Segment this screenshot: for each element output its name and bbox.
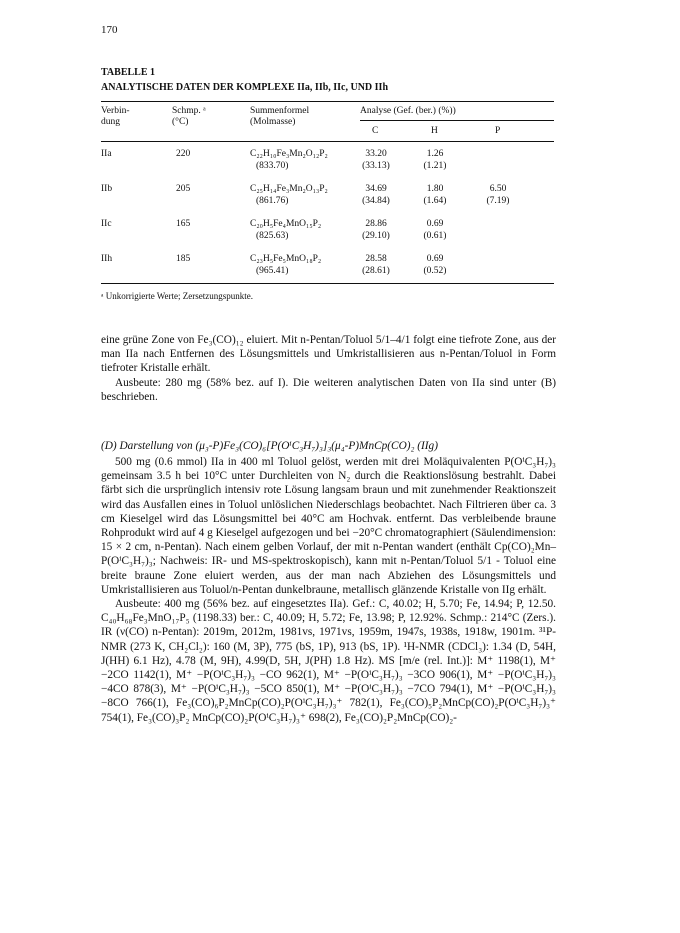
paragraph-4: Ausbeute: 400 mg (56% bez. auf eingesetztes IIa). Gef.: C, 40.02; H, 5.70; Fe, 14.94; P, 12.50. C₄₀H₆₈Fe₃MnO₁₇P₅ (1198.33) ber.: C, 40.09; H, 5.72; Fe, 13.98; P, 12.92%. Schmp.: 214°C (Zers.). IR (ν(CO) n-Pentan): 2019m, 2012m, 1981vs, 1971vs, 1959m, 1947s, 1938s, 1918w, 1901m. ³¹P-NMR (273 K, CH₂Cl₂): 160 (M, 3P), 775 (bS, 1P), 913 (bS, 1P). ¹H-NMR (CDCl₃): 1.34 (D, 54H, J(HH) 6.1 Hz), 4.78 (M, 9H), 4.99(D, 5H, J(PH) 1.8 Hz). MS [m/e (rel. Int.)]: M⁺ 1198(1), M⁺ −2CO 1142(1), M⁺ −P(OⁱC₃H₇)₃ −CO 962(1), M⁺ −P(OⁱC₃H₇)₃ −3CO 906(1), M⁺ −P(OⁱC₃H₇)₃ −4CO 878(3), M⁺ −P(OⁱC₃H₇)₃ −5CO 850(1), M⁺ −P(OⁱC₃H₇)₃ −7CO 794(1), M⁺ −P(OⁱC₃H₇)₃ −8CO 766(1), Fe₃(CO)₆P₂MnCp(CO)₂P(OⁱC₃H₇)₃⁺ 782(1), Fe₃(CO)₅P₂MnCp(CO)₂P(OⁱC₃H₇)₃⁺ 754(1), Fe₃(CO)₃P₂ MnCp(CO)₂P(OⁱC₃H₇)₃⁺ 698(2), Fe₃(CO)₂P₂MnCp(CO)₂- — [101, 598, 556, 724]
row-c: 28.58 — [365, 254, 387, 264]
header-analysis: Analyse (Gef. (ber.) (%)) — [360, 106, 456, 116]
row-formula: C₂₀H₅Fe₄MnO₁₅P₂ — [250, 219, 322, 229]
row-mp: 185 — [176, 254, 191, 264]
row-mass: (825.63) — [256, 231, 289, 241]
row-c: 33.20 — [365, 149, 387, 159]
row-formula: C₂₅H₁₄Fe₃Mn₂O₁₃P₂ — [250, 184, 328, 194]
row-mp: 165 — [176, 219, 191, 229]
header-compound-line2: dung — [101, 117, 120, 127]
header-c: C — [372, 126, 379, 136]
table-rule-bottom — [101, 283, 554, 284]
row-h-calc: (0.52) — [423, 266, 447, 276]
header-p: P — [495, 126, 501, 136]
row-mass: (965.41) — [256, 266, 289, 276]
page-number: 170 — [101, 24, 118, 36]
body-paragraph — [101, 333, 556, 404]
paragraph-2: Ausbeute: 280 mg (58% bez. auf I). Die weiteren analytischen Daten von IIa sind unter (B) beschrieben. — [101, 376, 556, 403]
row-c-calc: (29.10) — [362, 231, 390, 241]
row-id: IIc — [101, 219, 112, 229]
body-section-d — [101, 455, 556, 725]
row-c: 34.69 — [365, 184, 387, 194]
section-heading: (D) Darstellung von (μ₃-P)Fe₃(CO)₆[P(OⁱC₃H₇)₃]₃(μ₄-P)MnCp(CO)₂ (IIg) — [101, 440, 438, 452]
header-formula-line1: Summenformel — [250, 106, 310, 116]
row-c-calc: (34.84) — [362, 196, 390, 206]
row-p: 6.50 — [489, 184, 507, 194]
header-formula-line2: (Molmasse) — [250, 117, 296, 127]
table-label: TABELLE 1 — [101, 67, 155, 78]
table-footnote: ᵃ Unkorrigierte Werte; Zersetzungspunkte. — [101, 291, 254, 301]
header-mp-line1: Schmp. ᵃ — [172, 106, 206, 116]
header-mp — [172, 106, 206, 128]
row-h: 0.69 — [426, 219, 444, 229]
row-c: 28.86 — [365, 219, 387, 229]
row-mass: (861.76) — [256, 196, 289, 206]
row-c-calc: (28.61) — [362, 266, 390, 276]
row-mp: 220 — [176, 149, 191, 159]
header-compound-line1: Verbin- — [101, 106, 130, 116]
row-c-calc: (33.13) — [362, 161, 390, 171]
analysis-rule — [360, 120, 554, 121]
row-mp: 205 — [176, 184, 191, 194]
row-id: IIb — [101, 184, 113, 194]
header-mp-line2: (°C) — [172, 117, 189, 127]
row-h: 1.26 — [426, 149, 444, 159]
row-p-calc: (7.19) — [486, 196, 510, 206]
row-h: 1.80 — [426, 184, 444, 194]
header-h: H — [431, 126, 438, 136]
paragraph-1: eine grüne Zone von Fe₃(CO)₁₂ eluiert. Mit n-Pentan/Toluol 5/1–4/1 folgt eine tiefrote Zone, aus der man IIa nach Entfernen des Lösungsmittels und Umkristallisieren aus n-Pentan/Toluol in Form tiefroter Kristalle erhält. — [101, 334, 556, 375]
table-rule-top — [101, 101, 554, 102]
paragraph-3: 500 mg (0.6 mmol) IIa in 400 ml Toluol gelöst, werden mit drei Moläquivalenten P(OⁱC₃H₇)₃ gemeinsam 3.5 h bei 10°C unter Durchleiten von N₂ durch die Reaktionslösung bestrahlt. Dabei färbt sich die ursprünglich intensiv rote Lösung langsam braun und mit zunehmender Reaktionszeit wird das Ausfallen eines in Toluol unlöslichen Niederschlags beobachtet. Nach Filtrieren über ca. 3 cm Kieselgel wird das Lösungsmittel bei 40°C am Hochvak. entfernt. Das verbleibende braune Rohprodukt wird auf 4 g Kieselgel aufgezogen und bei −20°C chromatographiert (Säulendimension: 15 × 2 cm, n-Pentan). Nach einem gelben Vorlauf, der mit n-Pentan wandert (enthält Cp(CO)₂Mn–P(OⁱC₃H₇)₃; Nachweis: IR- und MS-spektroskopisch), kann mit n-Pentan/Toluol 5/1 - Toluol eine breite braune Zone eluiert werden, aus der man nach Abziehen des Lösungsmittels und Umkristallisieren aus Toluol/n-Pentan dunkelbraune, metallisch glänzende Kristalle von IIg erhält. — [101, 456, 556, 596]
row-h-calc: (1.21) — [423, 161, 447, 171]
row-formula: C₂₃H₅Fe₅MnO₁₈P₂ — [250, 254, 322, 264]
row-h-calc: (1.64) — [423, 196, 447, 206]
row-h: 0.69 — [426, 254, 444, 264]
row-formula: C₂₂H₁₀Fe₃Mn₂O₁₂P₂ — [250, 149, 328, 159]
row-h-calc: (0.61) — [423, 231, 447, 241]
table-rule-mid — [101, 141, 554, 142]
header-formula — [250, 106, 309, 128]
table-title: ANALYTISCHE DATEN DER KOMPLEXE IIa, IIb, IIc, UND IIh — [101, 82, 389, 93]
header-compound — [101, 106, 130, 128]
row-id: IIa — [101, 149, 112, 159]
row-id: IIh — [101, 254, 113, 264]
row-mass: (833.70) — [256, 161, 289, 171]
